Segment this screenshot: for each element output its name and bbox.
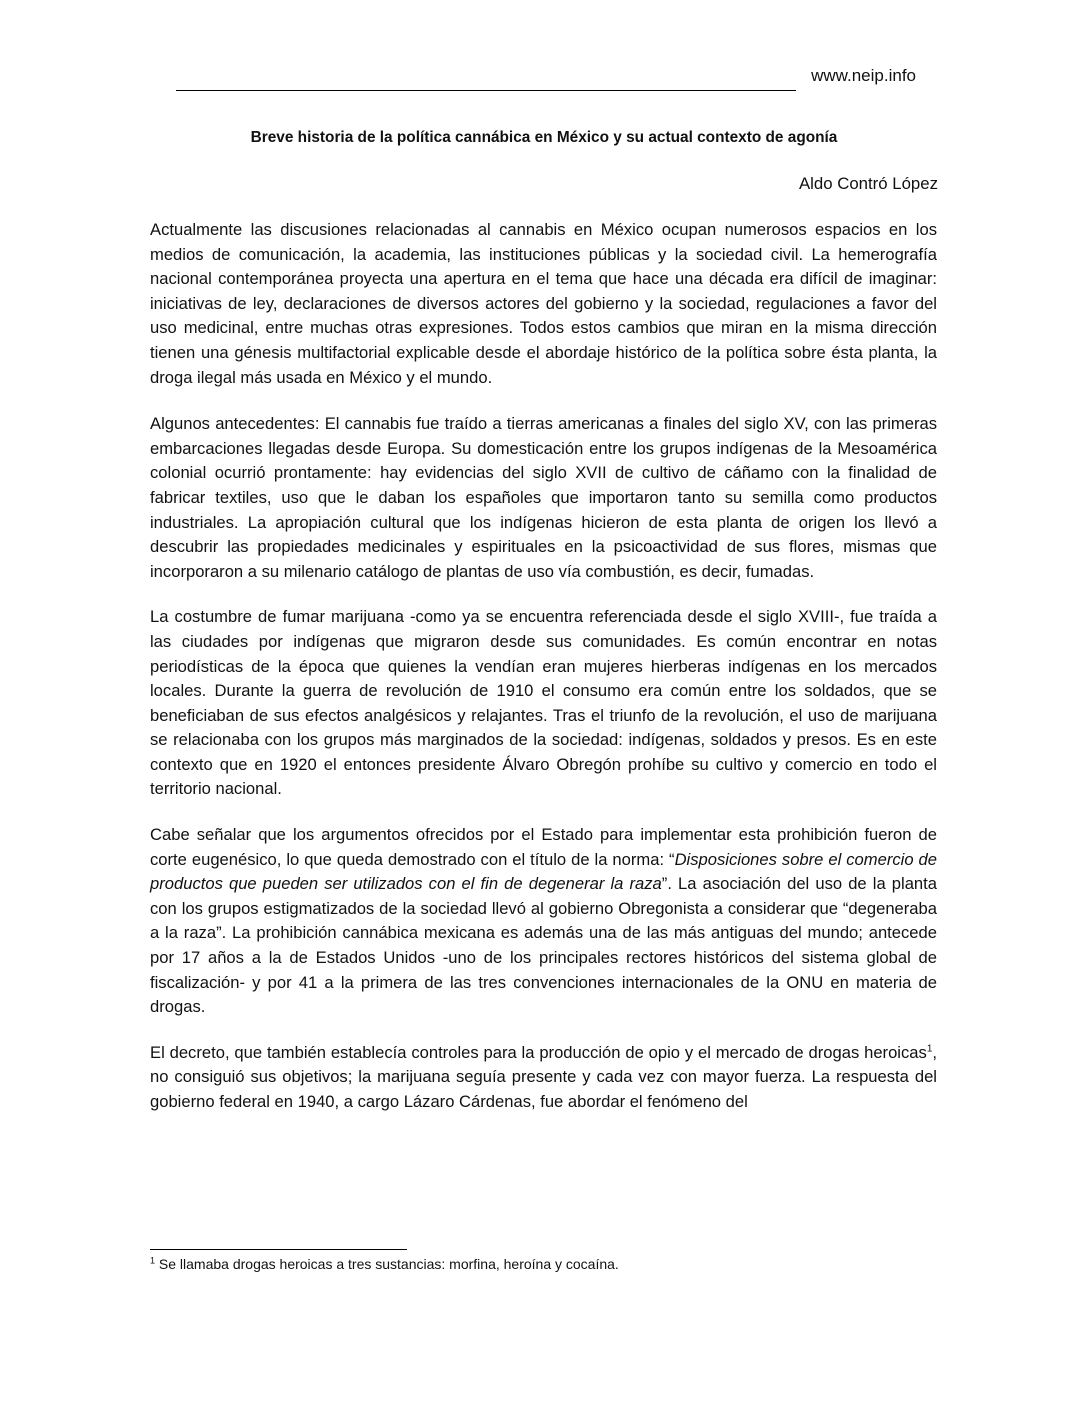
- footnote-reference[interactable]: 1: [926, 1043, 933, 1055]
- footnote-text: Se llamaba drogas heroicas a tres sustancias: morfina, heroína y cocaína.: [155, 1256, 619, 1272]
- footnote-marker: 1: [150, 1255, 156, 1266]
- article-title: Breve historia de la política cannábica en México y su actual contexto de agonía: [250, 129, 838, 146]
- article-author: Aldo Contró López: [798, 174, 938, 193]
- decree-title-italic: Disposiciones sobre el comercio de productos que pueden ser utilizados con el fin de degenerar la raza: [150, 849, 938, 894]
- paragraph-4-part-c: ”. La asociación del uso de la planta con los grupos estigmatizados de la sociedad llevó al gobierno Obregonista a considerar que “degeneraba a la raza”. La prohibición cannábica mexicana es además una de las más antiguas del mundo; antecede por 17 años a la de Estados Unidos -uno de los principales rectores históricos del sistema global de fiscalización- y por 41 a la primera de las tres convenciones internacionales de la ONU en materia de drogas.: [150, 874, 937, 1017]
- paragraph-5-part-a: El decreto, que también establecía controles para la producción de opio y el mercado de drogas heroicas: [150, 1042, 927, 1062]
- page-header: [176, 66, 916, 92]
- article-body: [150, 218, 937, 1131]
- header-site-link[interactable]: www.neip.info: [811, 66, 916, 85]
- paragraph-4: [150, 823, 937, 1020]
- paragraph-4-part-a: Cabe señalar que los argumentos ofrecidos por el Estado para implementar esta prohibición fueron de corte eugenésico, lo que queda demostrado con el título de la norma: “: [150, 825, 937, 869]
- paragraph-5-part-b: , no consiguió sus objetivos; la marijuana seguía presente y cada vez con mayor fuerza. La respuesta del gobierno federal en 1940, a cargo Lázaro Cárdenas, fue abordar el fenómeno del: [150, 1042, 937, 1111]
- paragraph-3: La costumbre de fumar marijuana -como ya se encuentra referenciada desde el siglo XVIII-, fue traída a las ciudades por indígenas que migraron desde sus comunidades. Es común encontrar en notas periodísticas de la época que quienes la vendían eran mujeres hierberas indígenas en los mercados locales. Durante la guerra de revolución de 1910 el consumo era común entre los soldados, que se beneficiaban de sus efectos analgésicos y relajantes. Tras el triunfo de la revolución, el uso de marijuana se relacionaba con los grupos más marginados de la sociedad: indígenas, soldados y presos. Es en este contexto que en 1920 el entonces presidente Álvaro Obregón prohíbe su cultivo y comercio en todo el territorio nacional.: [150, 607, 937, 799]
- paragraph-5: [150, 1041, 937, 1115]
- paragraph-2: Algunos antecedentes: El cannabis fue traído a tierras americanas a finales del siglo XV, con las primeras embarcaciones llegadas desde Europa. Su domesticación entre los grupos indígenas de la Mesoamérica colonial ocurrió prontamente: hay evidencias del siglo XVII de cultivo de cáñamo con la finalidad de fabricar textiles, uso que le daban los españoles que importaron tanto su semilla como productos industriales. La apropiación cultural que los indígenas hicieron de esta planta de origen los llevó a descubrir las propiedades medicinales y espirituales en la psicoactividad de sus flores, mismas que incorporaron a su milenario catálogo de plantas de uso vía combustión, es decir, fumadas.: [150, 414, 937, 581]
- footnote: [150, 1256, 619, 1272]
- paragraph-1: Actualmente las discusiones relacionadas al cannabis en México ocupan numerosos espacios en los medios de comunicación, la academia, las instituciones públicas y la sociedad civil. La hemerografía nacional contemporánea proyecta una apertura en el tema que hace una década era difícil de imaginar: iniciativas de ley, declaraciones de diversos actores del gobierno y la sociedad, regulaciones a favor del uso medicinal, entre muchas otras expresiones. Todos estos cambios que miran en la misma dirección tienen una génesis multifactorial explicable desde el abordaje histórico de la política sobre ésta planta, la droga ilegal más usada en México y el mundo.: [150, 220, 937, 387]
- footnote-rule: [150, 1249, 407, 1250]
- header-rule: [176, 90, 796, 91]
